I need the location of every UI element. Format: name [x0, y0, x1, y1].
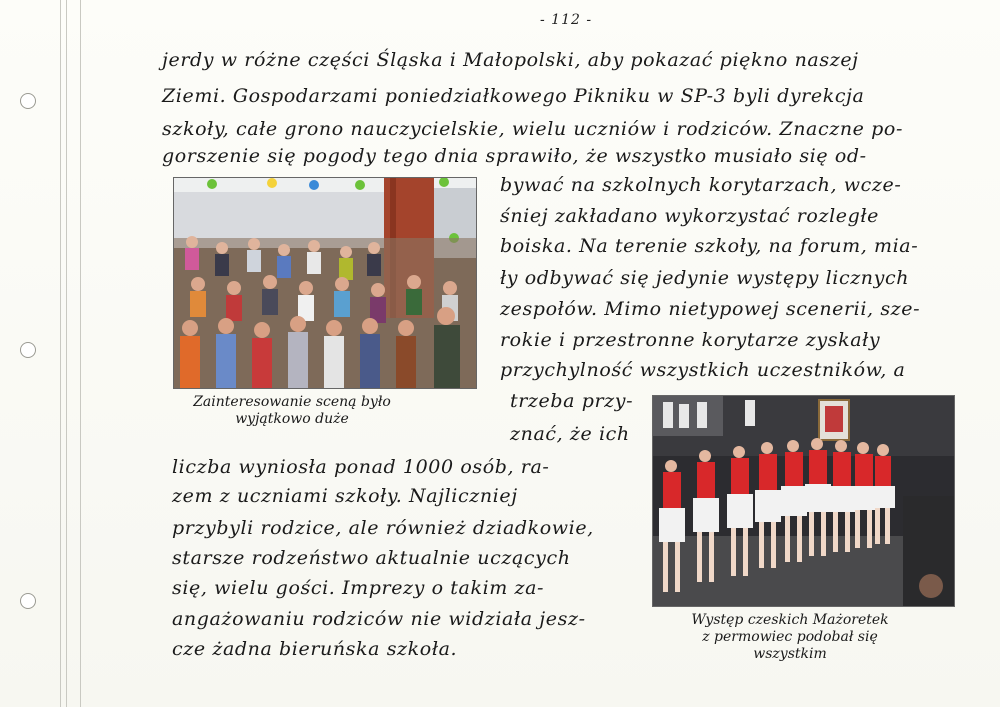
margin-line: [60, 0, 61, 707]
margin-line: [66, 0, 67, 707]
text-line: zespołów. Mimo nietypowej scenerii, sze-: [500, 298, 921, 320]
majorettes-photo-caption: [660, 612, 920, 663]
text-line: przybyli rodzice, ale również dziadkowie,: [172, 517, 594, 539]
caption-line: Zainteresowanie sceną było: [193, 394, 391, 410]
caption-line: Występ czeskich Mażoretek: [691, 612, 889, 628]
margin-line: [80, 0, 81, 707]
text-line: szkoły, całe grono nauczycielskie, wielu uczniów i rodziców. Znaczne po-: [162, 118, 903, 140]
text-line: śniej zakładano wykorzystać rozległe: [500, 205, 879, 227]
punch-hole: [20, 342, 36, 358]
punch-hole: [20, 593, 36, 609]
text-line: rokie i przestronne korytarze zyskały: [500, 329, 881, 351]
audience-photo-caption: [172, 394, 412, 428]
text-line: jerdy w różne części Śląska i Małopolski, aby pokazać piękno naszej: [162, 49, 859, 71]
text-line: starsze rodzeństwo aktualnie uczących: [172, 547, 571, 569]
text-line: Ziemi. Gospodarzami poniedziałkowego Pikniku w SP-3 byli dyrekcja: [162, 85, 865, 107]
text-line: gorszenie się pogody tego dnia sprawiło, że wszystko musiało się od-: [162, 145, 867, 167]
majorettes-photo-image: [653, 396, 954, 606]
page-number: - 112 -: [540, 12, 593, 28]
punch-hole: [20, 93, 36, 109]
text-line: liczba wyniosła ponad 1000 osób, ra-: [172, 456, 550, 478]
majorettes-photo: [653, 396, 954, 606]
text-line: znać, że ich: [510, 423, 630, 445]
text-line: ły odbywać się jedynie występy licznych: [500, 267, 910, 289]
text-line: boiska. Na terenie szkoły, na forum, mia-: [500, 235, 919, 257]
audience-photo: [174, 178, 476, 388]
text-line: angażowaniu rodziców nie widziała jesz-: [172, 608, 586, 630]
caption-line: z permowiec podobał się: [702, 629, 878, 645]
text-line: bywać na szkolnych korytarzach, wcze-: [500, 174, 902, 196]
caption-line: wszystkim: [753, 646, 827, 662]
text-line: cze żadna bieruńska szkoła.: [172, 638, 458, 660]
audience-photo-image: [174, 178, 476, 388]
text-line: przychylność wszystkich uczestników, a: [500, 359, 906, 381]
caption-line: wyjątkowo duże: [235, 411, 349, 427]
text-line: zem z uczniami szkoły. Najliczniej: [172, 485, 518, 507]
text-line: trzeba przy-: [510, 390, 634, 412]
text-line: się, wielu gości. Imprezy o takim za-: [172, 577, 545, 599]
